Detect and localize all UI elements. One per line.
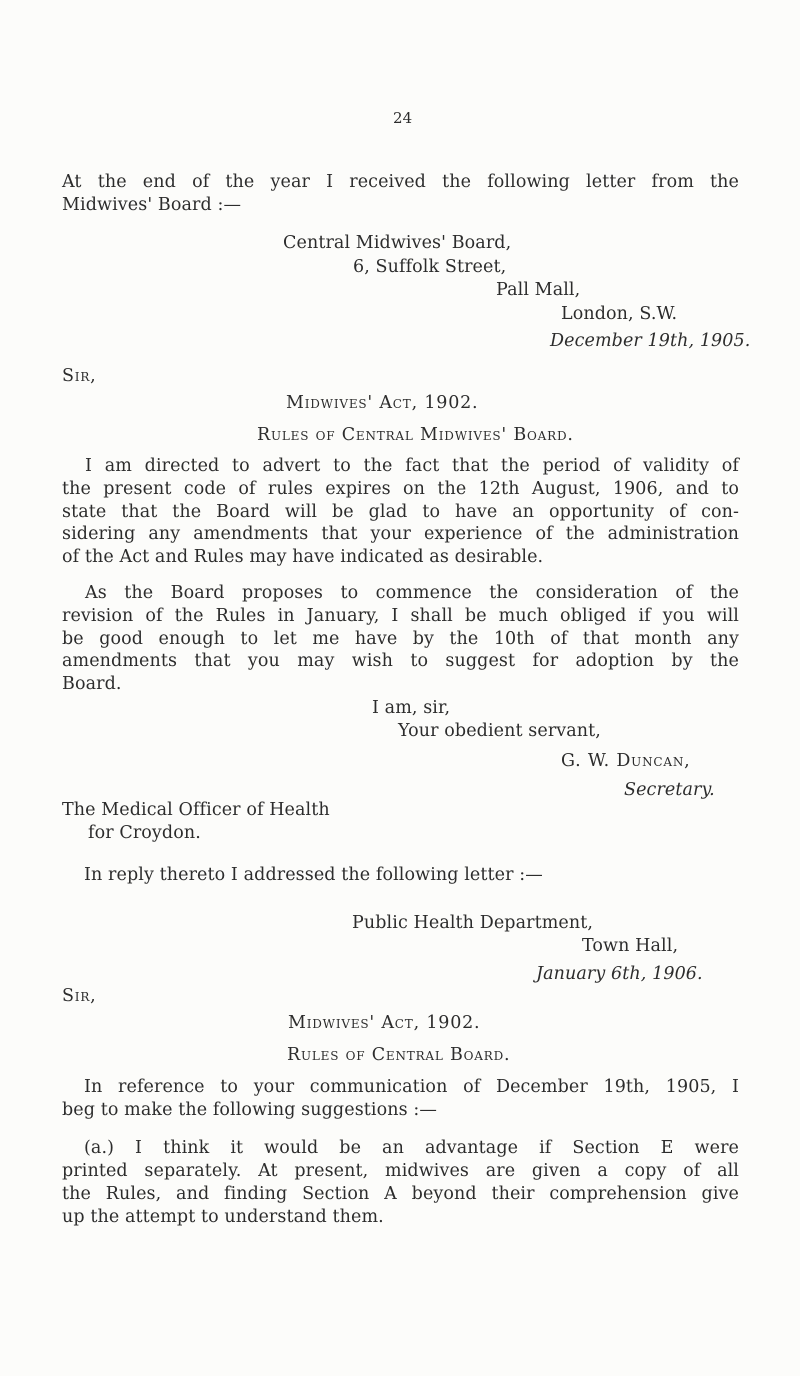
letter1-para1-line-1: I am directed to advert to the fact that the period of validity of bbox=[85, 456, 739, 476]
letter2-heading-rules: Rules of Central Board. bbox=[287, 1045, 511, 1065]
letter1-para1-line-2: the present code of rules expires on the 12th August, 1906, and to bbox=[62, 479, 739, 499]
letter1-recipient-line-2: for Croydon. bbox=[88, 823, 201, 843]
letter1-heading-act: Midwives' Act, 1902. bbox=[286, 393, 479, 413]
letter1-signature: G. W. Duncan, bbox=[561, 751, 691, 771]
letter2-para2-line-3: the Rules, and finding Section A beyond their comprehension give bbox=[62, 1184, 739, 1204]
letter2-para1-line-1: In reference to your communication of December 19th, 1905, I bbox=[84, 1077, 739, 1097]
letter1-closing-line-2: Your obedient servant, bbox=[398, 721, 601, 741]
letter1-address-line-4: London, S.W. bbox=[561, 304, 678, 324]
letter2-heading-act: Midwives' Act, 1902. bbox=[288, 1013, 481, 1033]
letter2-para2-line-1: (a.) I think it would be an advantage if Section E were bbox=[84, 1138, 739, 1158]
letter1-recipient-line-1: The Medical Officer of Health bbox=[62, 800, 330, 820]
letter1-date: December 19th, 1905. bbox=[550, 331, 751, 351]
letter1-para1-line-3: state that the Board will be glad to have an opportunity of con- bbox=[62, 502, 739, 522]
letter1-heading-rules: Rules of Central Midwives' Board. bbox=[257, 425, 574, 445]
letter1-para2-line-3: be good enough to let me have by the 10th of that month any bbox=[62, 629, 739, 649]
intro-line-2: Midwives' Board :— bbox=[62, 195, 242, 215]
letter1-address-line-3: Pall Mall, bbox=[496, 280, 581, 300]
letter2-address-line-2: Town Hall, bbox=[582, 936, 679, 956]
reply-intro: In reply thereto I addressed the following letter :— bbox=[84, 865, 543, 885]
letter1-para2-line-4: amendments that you may wish to suggest for adoption by the bbox=[62, 651, 739, 671]
letter2-address-line-1: Public Health Department, bbox=[352, 913, 594, 933]
letter2-para1-line-2: beg to make the following suggestions :— bbox=[62, 1100, 437, 1120]
page-number: 24 bbox=[393, 109, 413, 127]
letter1-para2-line-5: Board. bbox=[62, 674, 122, 694]
letter2-para2-line-2: printed separately. At present, midwives are given a copy of all bbox=[62, 1161, 739, 1181]
letter1-para1-line-4: sidering any amendments that your experience of the administration bbox=[62, 524, 739, 544]
letter2-salutation: Sir, bbox=[62, 986, 97, 1006]
letter1-address-line-2: 6, Suffolk Street, bbox=[353, 257, 507, 277]
letter1-para2-line-1: As the Board proposes to commence the consideration of the bbox=[85, 583, 739, 603]
letter1-para1-line-5: of the Act and Rules may have indicated as desirable. bbox=[62, 547, 544, 567]
letter1-closing-line-1: I am, sir, bbox=[372, 698, 451, 718]
letter2-date: January 6th, 1906. bbox=[536, 964, 703, 984]
letter2-para2-line-4: up the attempt to understand them. bbox=[62, 1207, 384, 1227]
letter1-signature-title: Secretary. bbox=[624, 780, 715, 800]
letter1-para2-line-2: revision of the Rules in January, I shall be much obliged if you will bbox=[62, 606, 739, 626]
intro-line-1: At the end of the year I received the following letter from the bbox=[62, 172, 739, 192]
letter1-salutation: Sir, bbox=[62, 366, 97, 386]
letter1-address-line-1: Central Midwives' Board, bbox=[283, 233, 512, 253]
